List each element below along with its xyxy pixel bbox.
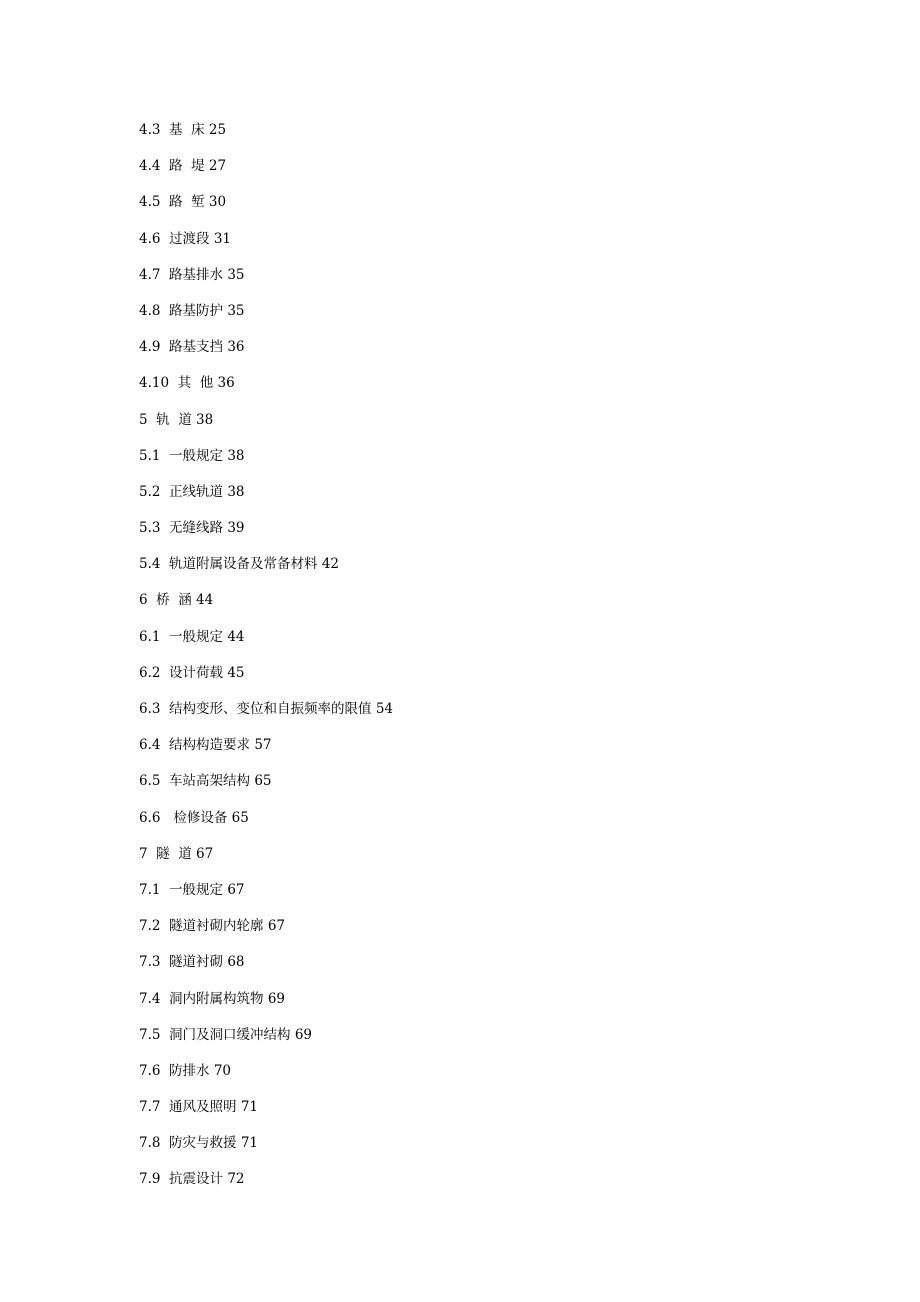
toc-entry: 5 轨 道 38 [139,411,214,428]
toc-entry: 7.5 洞门及洞口缓冲结构 69 [139,1026,313,1043]
toc-entry: 6.4 结构构造要求 57 [139,737,272,754]
table-of-contents [139,120,393,1206]
toc-entry: 7.4 洞内附属构筑物 69 [139,990,286,1007]
toc-entry: 7.2 隧道衬砌内轮廓 67 [139,918,286,935]
toc-entry: 6.3 结构变形、变位和自振频率的限值 54 [139,701,394,717]
toc-entry: 4.8 路基防护 35 [139,302,245,319]
toc-entry: 5.1 一般规定 38 [139,447,245,464]
toc-entry: 7.8 防灾与救援 71 [139,1135,259,1152]
toc-entry: 7.1 一般规定 67 [139,881,245,898]
toc-entry: 7 隧 道 67 [139,845,214,862]
toc-entry: 5.4 轨道附属设备及常备材料 42 [139,556,340,573]
toc-entry: 6.5 车站高架结构 65 [139,773,272,790]
toc-entry: 4.3 基 床 25 [139,122,227,138]
toc-entry: 7.3 隧道衬砌 68 [139,954,245,971]
toc-entry: 5.3 无缝线路 39 [139,520,245,537]
toc-entry: 4.9 路基支挡 36 [139,339,245,356]
toc-entry: 7.7 通风及照明 71 [139,1099,259,1116]
toc-entry: 5.2 正线轨道 38 [139,483,245,500]
toc-entry: 4.5 路 堑 30 [139,194,227,211]
toc-entry: 6 桥 涵 44 [139,592,214,609]
toc-entry: 6.2 设计荷载 45 [139,664,245,681]
toc-entry: 4.7 路基排水 35 [139,266,245,283]
toc-entry: 4.4 路 堤 27 [139,158,227,175]
toc-entry: 4.10 其 他 36 [139,375,235,392]
toc-entry: 7.6 防排水 70 [139,1062,232,1079]
toc-entry: 7.9 抗震设计 72 [139,1171,245,1188]
toc-entry: 4.6 过渡段 31 [139,230,232,247]
toc-entry: 6.6 检修设备 65 [139,809,249,826]
toc-entry: 6.1 一般规定 44 [139,628,245,645]
